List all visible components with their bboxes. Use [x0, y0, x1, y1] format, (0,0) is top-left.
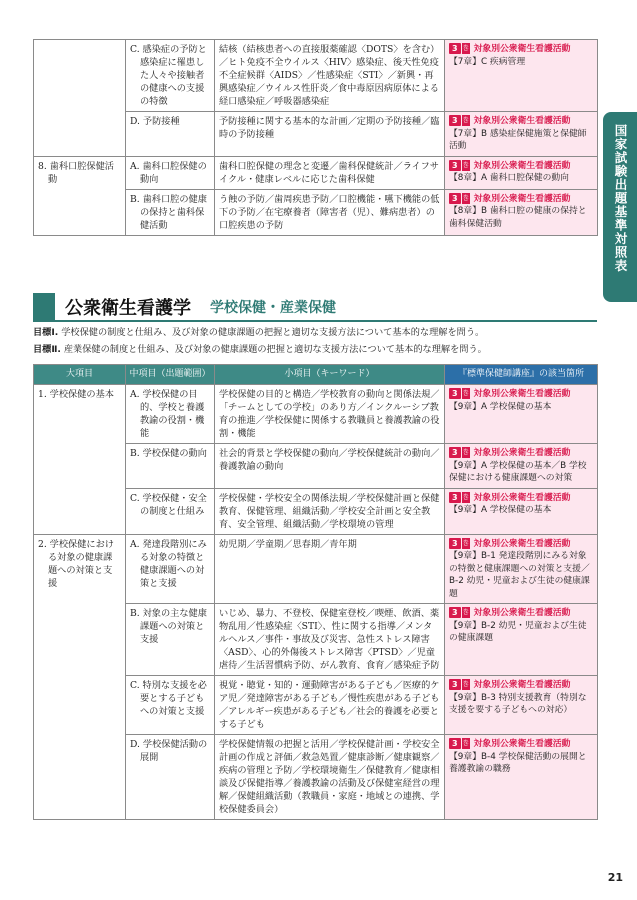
reference-text: 【7章】B 感染症保健施策と保健師活動: [449, 128, 587, 151]
table-row: [34, 385, 598, 444]
reference-text: 【9章】A 学校保健の基本: [449, 401, 552, 412]
major-item: 1. 学校保健の基本: [34, 385, 126, 535]
mid-item: A. 発達段階別にみる対象の特徴と健康課題への対策と支援: [126, 534, 215, 604]
header-major: 大項目: [34, 365, 126, 385]
reference-title: 対象別公衆衛生看護活動: [473, 538, 571, 549]
volume-badge-suffix: 巻: [462, 194, 469, 202]
reference-title: 対象別公衆衛生看護活動: [473, 608, 571, 618]
volume-badge: 3: [449, 115, 461, 126]
reference-text: 【7章】C 疾病管理: [449, 56, 526, 67]
goal-1: 目標Ⅰ. 学校保健の制度と仕組み、及び対象の健康課題の把握と適切な支援方法について基本的な理解を問う。: [33, 327, 485, 338]
minor-item: 学校保健の目的と構造／学校教育の動向と関係法規／「チームとしての学校」のあり方／インクルーシブ教育の推進／学校保健に関係する教職員と養護教諭の役割・機能: [215, 385, 445, 444]
volume-badge-suffix: 巻: [462, 45, 469, 52]
reference-cell: [445, 156, 598, 189]
reference-text: 【9章】B-4 学校保健活動の展開と養護教諭の職務: [449, 751, 587, 774]
reference-text: 【9章】A 学校保健の基本／B 学校保健における健康課題への対策: [449, 460, 587, 483]
side-index-tab: [603, 112, 637, 302]
mid-item: C. 感染症の予防と感染症に罹患した人々や接触者の健康への支援の特徴: [126, 40, 215, 112]
reference-title: 対象別公衆衛生看護活動: [473, 448, 571, 458]
reference-text: 【9章】B-2 幼児・児童および生徒の健康課題: [449, 620, 587, 643]
section-header: [33, 293, 597, 322]
table-row: [34, 156, 598, 189]
table-row: [34, 40, 598, 112]
reference-title: 対象別公衆衛生看護活動: [473, 739, 571, 749]
goals: [33, 324, 603, 358]
side-tab-label: 国家試験出題基準対照表: [613, 124, 628, 273]
major-item: 2. 学校保健における対象の健康課題への対策と支援: [34, 534, 126, 820]
header-mid: 中項目（出題範囲）: [126, 365, 215, 385]
volume-badge: 3: [449, 160, 461, 171]
minor-item: 歯科口腔保健の理念と変遷／歯科保健統計／ライフサイクル・健康レベルに応じた歯科保健: [215, 156, 445, 189]
minor-item: 予防接種に関する基本的な計画／定期の予防接種／臨時の予防接種: [215, 112, 445, 157]
reference-cell: [445, 444, 598, 489]
goal-2: 目標Ⅱ. 産業保健の制度と仕組み、及び対象の健康課題の把握と適切な支援方法について基本的な理解を問う。: [33, 344, 487, 355]
mid-item: C. 学校保健・安全の制度と仕組み: [126, 488, 215, 534]
minor-item: 社会的背景と学校保健の動向／学校保健統計の動向／養護教諭の動向: [215, 444, 445, 489]
volume-badge-suffix: 巻: [462, 681, 469, 688]
volume-badge: 3: [449, 388, 461, 399]
volume-badge: 3: [449, 679, 461, 690]
page-number: 21: [607, 871, 623, 884]
reference-cell: [445, 735, 598, 820]
reference-text: 【9章】B-1 発達段階別にみる対象の特徴と健康課題への対策と支援／B-2 幼児・児童および生徒の健康課題: [449, 551, 590, 599]
reference-cell: [445, 676, 598, 735]
reference-title: 対象別公衆衛生看護活動: [473, 160, 571, 171]
volume-badge-suffix: 巻: [462, 117, 469, 124]
reference-title: 対象別公衆衛生看護活動: [473, 492, 571, 503]
top-table: [33, 39, 598, 236]
volume-badge-suffix: 巻: [462, 390, 469, 397]
reference-cell: [445, 534, 598, 604]
reference-text: 【8章】A 歯科口腔保健の動向: [449, 173, 569, 183]
reference-cell: [445, 189, 598, 235]
mid-item: B. 学校保健の動向: [126, 444, 215, 489]
section-heading: 公衆衛生看護学: [65, 298, 191, 319]
reference-title: 対象別公衆衛生看護活動: [473, 389, 571, 399]
reference-cell: [445, 604, 598, 676]
mid-item: C. 特別な支援を必要とする子どもへの対策と支援: [126, 676, 215, 735]
header-minor: 小項目（キーワード）: [215, 365, 445, 385]
mid-item: B. 歯科口腔の健康の保持と歯科保健活動: [126, 189, 215, 235]
volume-badge: 3: [449, 738, 461, 749]
table-row: [34, 534, 598, 604]
volume-badge: 3: [449, 607, 461, 618]
mid-item: D. 学校保健活動の展開: [126, 735, 215, 820]
reference-title: 対象別公衆衛生看護活動: [473, 116, 571, 126]
reference-cell: [445, 40, 598, 112]
minor-item: 視覚・聴覚・知的・運動障害がある子ども／医療的ケア児／発達障害がある子ども／慢性疾患がある子ども／アレルギー疾患がある子ども／社会的養護を必要とする子ども: [215, 676, 445, 735]
volume-badge-suffix: 巻: [462, 493, 469, 501]
mid-item: A. 学校保健の目的、学校と養護教諭の役割・機能: [126, 385, 215, 444]
volume-badge: 3: [449, 43, 461, 54]
minor-item: う蝕の予防／歯周疾患予防／口腔機能・嚥下機能の低下の予防／在宅療養者（障害者（児）、難病患者）の口腔疾患の予防: [215, 189, 445, 235]
header-ref: 『標準保健師講座』の該当箇所: [445, 365, 598, 385]
reference-title: 対象別公衆衛生看護活動: [473, 44, 571, 54]
section-accent: [33, 293, 55, 320]
reference-text: 【9章】B-3 特別支援教育（特別な支援を要する子どもへの対応）: [449, 692, 587, 715]
minor-item: 学校保健・学校安全の関係法規／学校保健計画と保健教育、保健管理、組織活動／学校安全計画と安全教育、安全管理、組織活動／学校環境の管理: [215, 488, 445, 534]
reference-text: 【9章】A 学校保健の基本: [449, 505, 552, 515]
minor-item: 学校保健情報の把握と活用／学校保健計画・学校安全計画の作成と評価／救急処置／健康診断／健康観察／疾病の管理と予防／学校環境衛生／保健教育／健康相談及び保健指導／養護教諭の活動及び保健室経営の理解／保健組織活動（教職員・家庭・地域との連携、学校保健委員会）: [215, 735, 445, 820]
reference-title: 対象別公衆衛生看護活動: [473, 680, 571, 690]
major-item: [34, 40, 126, 157]
reference-title: 対象別公衆衛生看護活動: [473, 193, 571, 204]
reference-cell: [445, 385, 598, 444]
volume-badge-suffix: 巻: [462, 740, 469, 747]
section-subheading: 学校保健・産業保健: [210, 300, 336, 316]
minor-item: 幼児期／学童期／思春期／青年期: [215, 534, 445, 604]
volume-badge-suffix: 巻: [462, 449, 469, 456]
reference-cell: [445, 112, 598, 157]
reference-text: 【8章】B 歯科口腔の健康の保持と歯科保健活動: [449, 206, 587, 229]
main-table: [33, 364, 598, 820]
volume-badge-suffix: 巻: [462, 609, 469, 616]
mid-item: A. 歯科口腔保健の動向: [126, 156, 215, 189]
volume-badge: 3: [449, 538, 461, 549]
volume-badge: 3: [449, 447, 461, 458]
mid-item: D. 予防接種: [126, 112, 215, 157]
volume-badge-suffix: 巻: [462, 161, 469, 169]
major-item: 8. 歯科口腔保健活動: [34, 156, 126, 235]
mid-item: B. 対象の主な健康課題への対策と支援: [126, 604, 215, 676]
volume-badge-suffix: 巻: [462, 539, 469, 547]
volume-badge: 3: [449, 193, 461, 204]
minor-item: いじめ、暴力、不登校、保健室登校／喫煙、飲酒、薬物乱用／性感染症〈STI〉、性に関する指導／メンタルヘルス／事件・事故及び災害、急性ストレス障害〈ASD〉、心的外傷後ストレス障害〈PTSD〉／児童虐待／生活習慣病予防、がん教育、食育／感染症予防: [215, 604, 445, 676]
reference-cell: [445, 488, 598, 534]
minor-item: 結核（結核患者への直接服薬確認〈DOTS〉を含む）／ヒト免疫不全ウイルス〈HIV〉感染症、後天性免疫不全症候群〈AIDS〉／性感染症〈STI〉／新興・再興感染症／ウイルス性肝炎／食中毒原因病原体による経口感染症／呼吸器感染症: [215, 40, 445, 112]
volume-badge: 3: [449, 492, 461, 503]
